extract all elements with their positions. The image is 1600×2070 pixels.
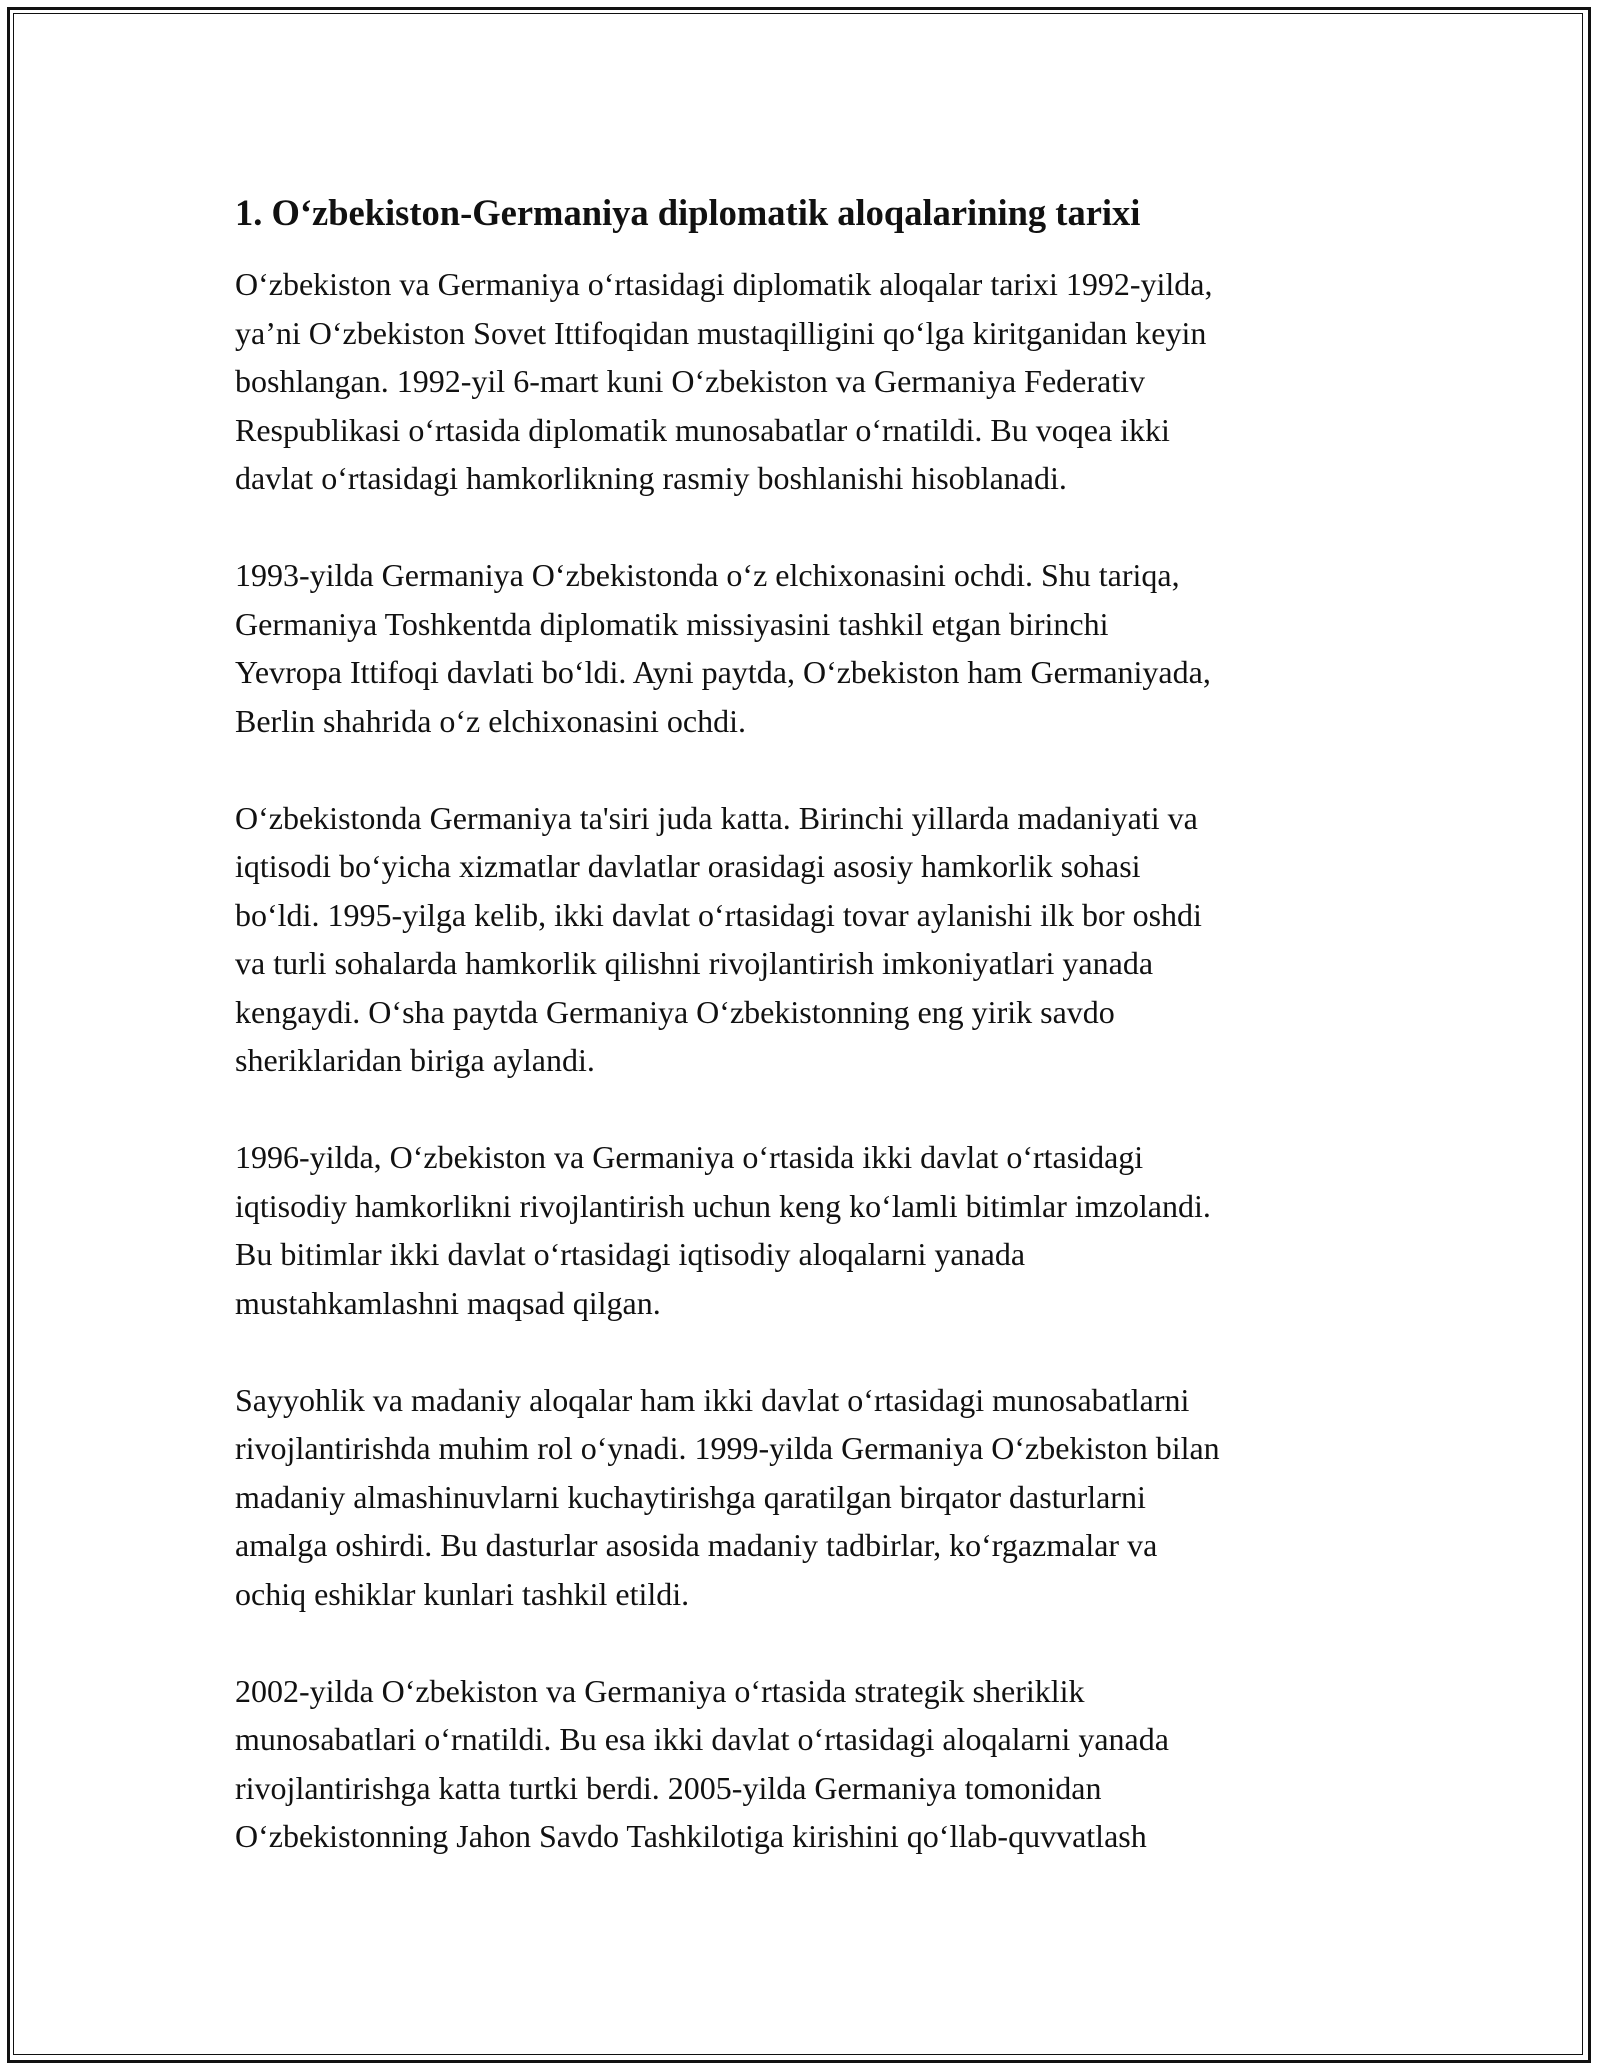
text-line: O‘zbekistonning Jahon Savdo Tashkilotiga kirishini qo‘llab-quvvatlash <box>235 1818 1147 1854</box>
text-line: madaniy almashinuvlarni kuchaytirishga qaratilgan birqator dasturlarni <box>235 1478 1146 1515</box>
text-line: 1996-yilda, O‘zbekiston va Germaniya o‘rtasida ikki davlat o‘rtasidagi <box>235 1139 1144 1175</box>
text-line: amalga oshirdi. Bu dasturlar asosida madaniy tadbirlar, ko‘rgazmalar va <box>235 1527 1158 1563</box>
text-line: rivojlantirishda muhim rol o‘ynadi. 1999-yilda Germaniya O‘zbekiston bilan <box>235 1430 1220 1466</box>
text-line: va turli sohalarda hamkorlik qilishni rivojlantirish imkoniyatlari yanada <box>235 945 1154 981</box>
paragraph-5 <box>235 1376 1365 1619</box>
text-line: Respublikasi o‘rtasida diplomatik munosabatlar o‘rnatildi. Bu voqea ikki <box>235 411 1170 448</box>
text-line: Sayyohlik va madaniy aloqalar ham ikki davlat o‘rtasidagi munosabatlarni <box>235 1381 1190 1418</box>
text-line: sheriklaridan biriga aylandi. <box>235 1042 595 1078</box>
text-line: Yevropa Ittifoqi davlati bo‘ldi. Ayni paytda, O‘zbekiston ham Germaniyada, <box>235 654 1211 690</box>
text-line: munosabatlari o‘rnatildi. Bu esa ikki davlat o‘rtasidagi aloqalarni yanada <box>235 1721 1169 1757</box>
text-line: 2002-yilda O‘zbekiston va Germaniya o‘rtasida strategik sheriklik <box>235 1672 1085 1709</box>
paragraph-6 <box>235 1667 1365 1861</box>
text-line: iqtisodi bo‘yicha xizmatlar davlatlar orasidagi asosiy hamkorlik sohasi <box>235 848 1141 884</box>
paragraph-3 <box>235 794 1365 1085</box>
text-line: Bu bitimlar ikki davlat o‘rtasidagi iqtisodiy aloqalarni yanada <box>235 1236 1026 1272</box>
text-line: Berlin shahrida o‘z elchixonasini ochdi. <box>235 702 746 739</box>
text-line: mustahkamlashni maqsad qilgan. <box>235 1284 661 1321</box>
text-line: 1993-yilda Germaniya O‘zbekistonda o‘z elchixonasini ochdi. Shu tariqa, <box>235 557 1180 593</box>
text-line: rivojlantirishga katta turtki berdi. 2005-yilda Germaniya tomonidan <box>235 1769 1102 1806</box>
paragraph-1 <box>235 260 1365 503</box>
section-heading: 1. O‘zbekiston-Germaniya diplomatik aloqalarining tarixi <box>235 192 1141 233</box>
text-line: Germaniya Toshkentda diplomatik missiyasini tashkil etgan birinchi <box>235 605 1109 642</box>
paragraph-4 <box>235 1133 1365 1327</box>
text-line: O‘zbekiston va Germaniya o‘rtasidagi diplomatik aloqalar tarixi 1992-yilda, <box>235 266 1213 302</box>
text-line: iqtisodiy hamkorlikni rivojlantirish uchun keng ko‘lamli bitimlar imzolandi. <box>235 1187 1211 1224</box>
text-line: boshlangan. 1992-yil 6-mart kuni O‘zbekiston va Germaniya Federativ <box>235 363 1145 399</box>
text-line: O‘zbekistonda Germaniya ta'siri juda katta. Birinchi yillarda madaniyati va <box>235 799 1198 836</box>
text-line: davlat o‘rtasidagi hamkorlikning rasmiy boshlanishi hisoblanadi. <box>235 460 1067 496</box>
text-line: ochiq eshiklar kunlari tashkil etildi. <box>235 1575 690 1612</box>
paragraph-2 <box>235 551 1365 745</box>
text-line: bo‘ldi. 1995-yilga kelib, ikki davlat o‘rtasidagi tovar aylanishi ilk bor oshdi <box>235 896 1202 933</box>
text-line: ya’ni O‘zbekiston Sovet Ittifoqidan mustaqilligini qo‘lga kiritganidan keyin <box>235 314 1207 351</box>
text-line: kengaydi. O‘sha paytda Germaniya O‘zbekistonning eng yirik savdo <box>235 993 1115 1030</box>
document-body <box>235 188 1365 1909</box>
